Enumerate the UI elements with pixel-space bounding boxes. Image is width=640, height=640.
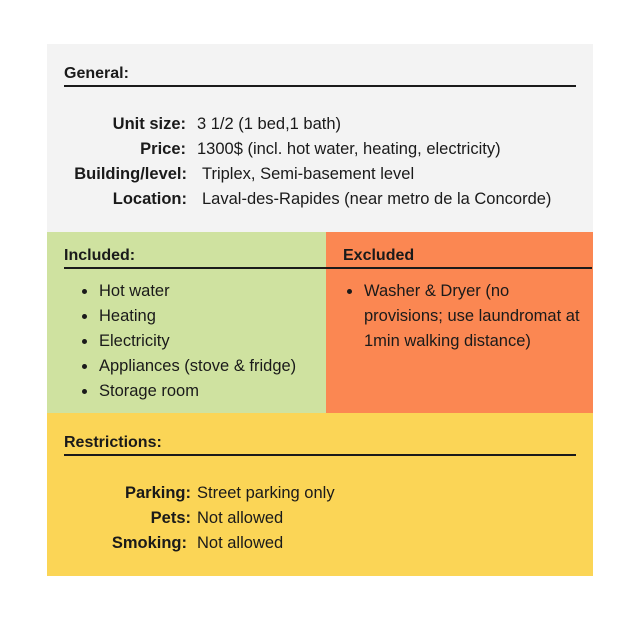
building-level-label: Building/level: bbox=[74, 165, 187, 183]
building-level-row bbox=[0, 162, 640, 187]
unit-size-row bbox=[0, 112, 640, 137]
parking-row bbox=[0, 481, 640, 506]
list-item: Storage room bbox=[82, 379, 322, 404]
included-heading: Included: bbox=[64, 247, 136, 264]
excluded-heading: Excluded bbox=[343, 247, 415, 264]
restrictions-divider bbox=[64, 454, 576, 456]
pets-value: Not allowed bbox=[197, 509, 284, 527]
included-list bbox=[82, 279, 322, 404]
included-excluded-divider bbox=[64, 267, 592, 269]
pets-label: Pets: bbox=[150, 509, 191, 527]
smoking-value: Not allowed bbox=[197, 534, 284, 552]
unit-size-label: Unit size: bbox=[112, 115, 186, 133]
list-item: Appliances (stove & fridge) bbox=[82, 354, 322, 379]
general-heading: General: bbox=[64, 65, 129, 82]
pets-row bbox=[0, 506, 640, 531]
list-item: Washer & Dryer (no provisions; use laundromat at 1min walking distance) bbox=[347, 279, 587, 354]
location-label: Location: bbox=[112, 190, 187, 208]
smoking-label: Smoking: bbox=[111, 534, 187, 552]
price-value: 1300$ (incl. hot water, heating, electricity) bbox=[197, 140, 501, 158]
smoking-row bbox=[0, 531, 640, 556]
price-label: Price: bbox=[140, 140, 186, 158]
parking-value: Street parking only bbox=[197, 484, 335, 502]
location-row bbox=[0, 187, 640, 212]
general-divider bbox=[64, 85, 576, 87]
building-level-value: Triplex, Semi-basement level bbox=[202, 165, 415, 183]
list-item: Hot water bbox=[82, 279, 322, 304]
unit-size-value: 3 1/2 (1 bed,1 bath) bbox=[197, 115, 342, 133]
list-item: Electricity bbox=[82, 329, 322, 354]
parking-label: Parking: bbox=[124, 484, 191, 502]
location-value: Laval-des-Rapides (near metro de la Concorde) bbox=[202, 190, 552, 208]
restrictions-heading: Restrictions: bbox=[64, 434, 162, 451]
list-item: Heating bbox=[82, 304, 322, 329]
excluded-list bbox=[347, 279, 587, 354]
price-row bbox=[0, 137, 640, 162]
